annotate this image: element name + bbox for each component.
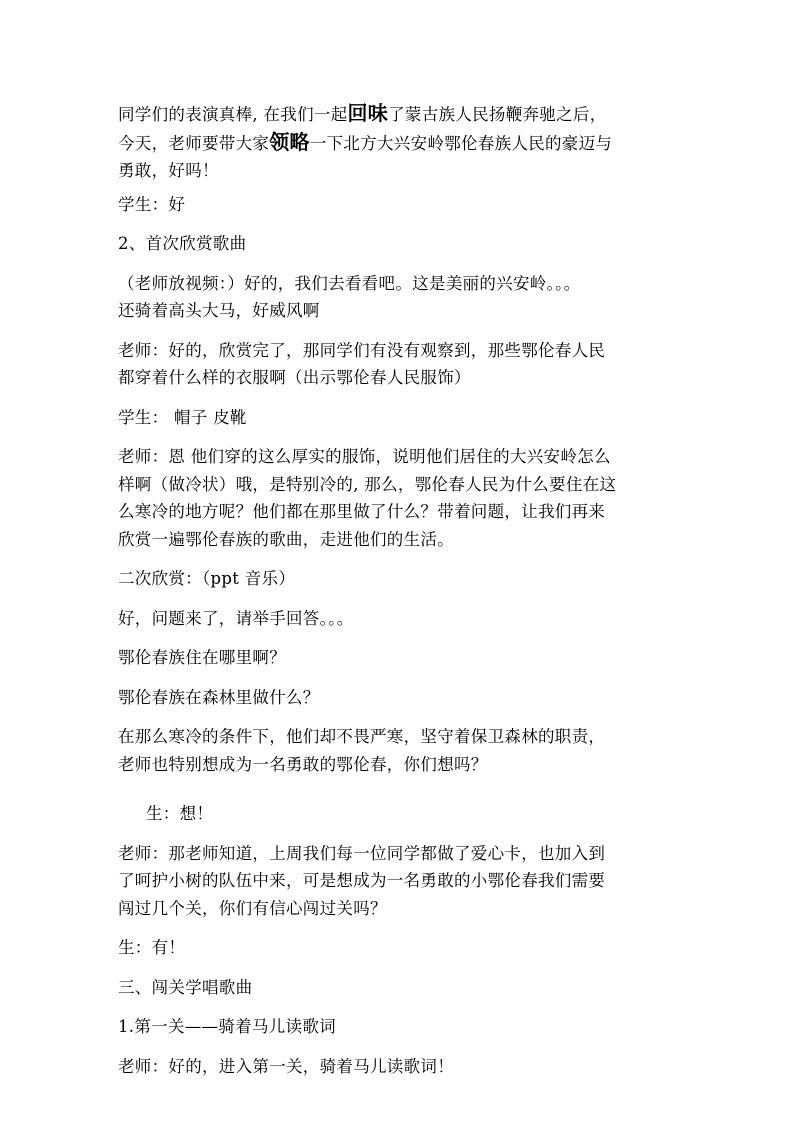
intro-line-2 xyxy=(118,129,688,158)
paragraph-teacher-question-clothes xyxy=(118,337,688,392)
brave-line-2: 老师也特别想成为一名勇敢的鄂伦春，你们想吗？ xyxy=(118,754,488,774)
cold-line-4: 欣赏一遍鄂伦春族的歌曲，走进他们的生活。 xyxy=(118,529,454,549)
student-reply-3: 生：想！ xyxy=(146,804,214,823)
question-where: 鄂伦春族住在哪里啊？ xyxy=(118,648,286,667)
student-reply-4: 生：有！ xyxy=(118,938,186,957)
intro-text: 了蒙古族人民扬鞭奔驰之后， xyxy=(388,105,607,124)
student-reply-1: 学生：好 xyxy=(118,194,186,214)
cold-line-3: 么寒冷的地方呢？他们都在那里做了什么？带着问题，让我们再来 xyxy=(118,502,606,521)
video-line-1: （老师放视频：）好的，我们去看看吧。这是美丽的兴安岭。。。 xyxy=(118,273,581,293)
video-line-2: 还骑着高头大马，好威风啊 xyxy=(118,301,320,320)
paragraph-teacher-cold xyxy=(118,443,688,553)
clothes-line-2: 都穿着什么样的衣服啊（出示鄂伦春人民服饰） xyxy=(118,368,471,387)
section-heading-learn-song: 三、闯关学唱歌曲 xyxy=(118,977,253,997)
emphasis-word: 领略 xyxy=(269,129,310,154)
clothes-line-1: 老师：好的，欣赏完了，那同学们有没有观察到，那些鄂伦春人民 xyxy=(118,340,606,360)
second-listen-heading: 二次欣赏：（ppt 音乐） xyxy=(118,569,296,588)
question-what: 鄂伦春族在森林里做什么？ xyxy=(118,687,320,707)
card-line-1: 老师：那老师知道，上周我们每一位同学都做了爱心卡，也加入到 xyxy=(118,843,606,863)
emphasis-word: 回味 xyxy=(347,101,389,125)
document-body xyxy=(118,100,688,1092)
cold-line-1: 老师：恩 他们穿的这么厚实的服饰，说明他们居住的大兴安岭怎么 xyxy=(118,447,611,466)
intro-text: 同学们的表演真棒, 在我们一起 xyxy=(118,105,348,124)
card-line-3: 闯过几个关，你们有信心闯过关吗？ xyxy=(118,898,387,918)
paragraph-brave xyxy=(118,723,688,778)
intro-line-1 xyxy=(118,100,688,129)
brave-line-1: 在那么寒冷的条件下，他们却不畏严寒，坚守着保卫森林的职责， xyxy=(118,727,606,746)
paragraph-level-one: 老师：好的，进入第一关，骑着马儿读歌词！ xyxy=(118,1056,454,1076)
card-line-2: 了呵护小树的队伍中来，可是想成为一名勇敢的小鄂伦春我们需要 xyxy=(118,871,606,890)
paragraph-intro xyxy=(118,100,688,185)
paragraph-video xyxy=(118,270,688,325)
paragraph-question-intro: 好，问题来了，请举手回答。。。 xyxy=(118,608,354,628)
level-one-heading: 1.第一关——骑着马儿读歌词 xyxy=(118,1017,336,1036)
section-heading-first-listen: 2、首次欣赏歌曲 xyxy=(118,234,247,253)
intro-text: 一下北方大兴安岭鄂伦春族人民的豪迈与 xyxy=(309,133,613,153)
cold-line-2: 样啊（做冷状）哦，是特别冷的, 那么，鄂伦春人民为什么要住在这 xyxy=(118,474,617,494)
intro-line-3: 勇敢，好吗！ xyxy=(118,161,219,180)
intro-text: 今天，老师要带大家 xyxy=(118,133,270,153)
paragraph-love-card xyxy=(118,840,688,923)
student-reply-2: 学生： 帽子 皮靴 xyxy=(118,407,247,427)
